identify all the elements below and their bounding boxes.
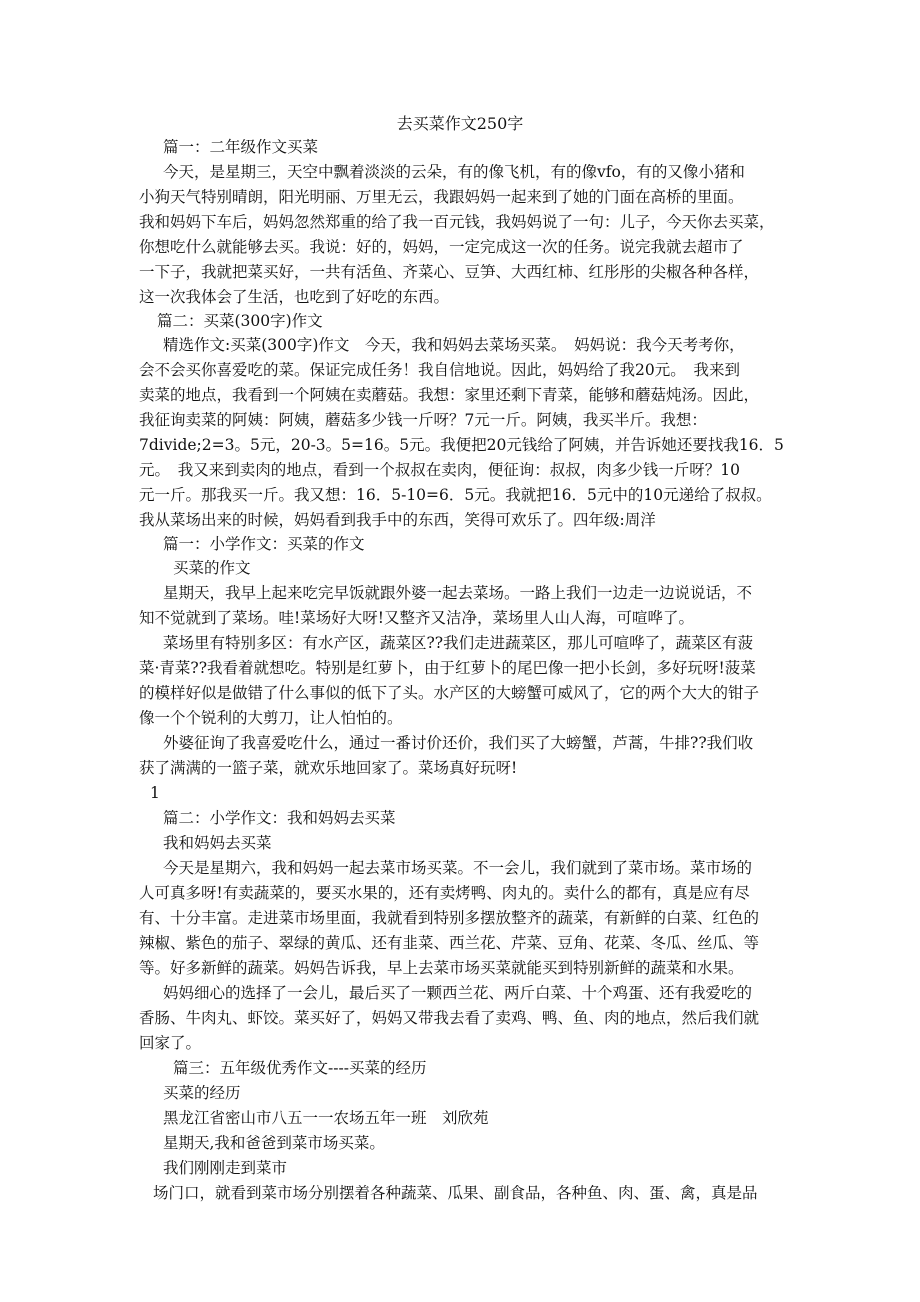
essay-subtitle: 买菜的作文 xyxy=(173,559,251,577)
paragraph-line: 精选作文:买菜(300字)作文 今天，我和妈妈去菜场买菜。 妈妈说：我今天考考你， xyxy=(163,336,745,354)
paragraph-line: 会不会买你喜爱吃的菜。保证完成任务！我自信地说。因此，妈妈给了我20元。 我来到 xyxy=(139,361,740,379)
paragraph-line: 我从菜场出来的时候，妈妈看到我手中的东西，笑得可欢乐了。四年级:周洋 xyxy=(139,511,656,529)
paragraph-line: 有、十分丰富。走进菜市场里面，我就看到特别多摆放整齐的蔬菜，有新鲜的白菜、红色的 xyxy=(139,909,760,927)
paragraph-line: 获了满满的一篮子菜，就欢乐地回家了。菜场真好玩呀! xyxy=(139,759,518,777)
paragraph-line: 你想吃什么就能够去买。我说：好的，妈妈，一定完成这一次的任务。说完我就去超市了 xyxy=(139,238,744,256)
document-title: 去买菜作文250字 xyxy=(396,114,524,133)
paragraph-line: 我征询卖菜的阿姨：阿姨，蘑菇多少钱一斤呀？7元一斤。阿姨，我买半斤。我想： xyxy=(139,411,707,429)
paragraph-line: 香肠、牛肉丸、虾饺。菜买好了，妈妈又带我去看了卖鸡、鸭、鱼、肉的地点，然后我们就 xyxy=(139,1009,760,1027)
paragraph-line: 回家了。 xyxy=(139,1034,202,1052)
section-heading: 篇一：小学作文：买菜的作文 xyxy=(163,535,365,553)
paragraph-line: 像一个个锐利的大剪刀，让人怕怕的。 xyxy=(139,709,403,727)
paragraph-line: 场门口，就看到菜市场分别摆着各种蔬菜、瓜果、副食品，各种鱼、肉、蛋、禽，真是品 xyxy=(153,1184,758,1202)
paragraph-line: 我和妈妈下车后，妈妈忽然郑重的给了我一百元钱，我妈妈说了一句：儿子，今天你去买菜， xyxy=(139,213,775,231)
section-heading: 篇二：小学作文：我和妈妈去买菜 xyxy=(163,809,396,827)
paragraph-line: 我们刚刚走到菜市 xyxy=(163,1159,288,1177)
paragraph-line: 今天，是星期三，天空中飘着淡淡的云朵，有的像飞机，有的像vfo，有的又像小猪和 xyxy=(163,163,745,181)
paragraph-line: 菜·青菜??我看着就想吃。特别是红萝卜，由于红萝卜的尾巴像一把小长剑，多好玩呀!菠菜 xyxy=(139,659,756,677)
paragraph-line: 一下子，我就把菜买好，一共有活鱼、齐菜心、豆笋、大西红柿、红彤彤的尖椒各种各样， xyxy=(139,263,760,281)
essay-subtitle: 我和妈妈去买菜 xyxy=(163,834,272,852)
paragraph-line: 菜场里有特别多区：有水产区，蔬菜区??我们走进蔬菜区，那儿可喧哗了，蔬菜区有菠 xyxy=(163,634,754,652)
page-number: 1 xyxy=(150,784,160,802)
paragraph-line: 等。好多新鲜的蔬菜。妈妈告诉我，早上去菜市场买菜就能买到特别新鲜的蔬菜和水果。 xyxy=(139,959,744,977)
paragraph-line: 知不觉就到了菜场。哇!菜场好大呀!又整齐又洁净，菜场里人山人海，可喧哗了。 xyxy=(139,609,694,627)
paragraph-line: 元。 我又来到卖肉的地点，看到一个叔叔在卖肉，便征询：叔叔，肉多少钱一斤呀？10 xyxy=(139,461,740,479)
section-heading: 篇一：二年级作文买菜 xyxy=(163,138,319,156)
author-line: 黑龙江省密山市八五一一农场五年一班 刘欣苑 xyxy=(163,1109,489,1127)
paragraph-line: 这一次我体会了生活，也吃到了好吃的东西。 xyxy=(139,288,450,306)
paragraph-line: 外婆征询了我喜爱吃什么，通过一番讨价还价，我们买了大螃蟹，芦蒿，牛排??我们收 xyxy=(163,734,754,752)
section-heading: 篇三：五年级优秀作文----买菜的经历 xyxy=(173,1059,427,1077)
paragraph-line: 妈妈细心的选择了一会儿，最后买了一颗西兰花、两斤白菜、十个鸡蛋、还有我爱吃的 xyxy=(163,984,753,1002)
paragraph-line: 元一斤。那我买一斤。我又想：16．5-10=6．5元。我就把16．5元中的10元递给了叔叔。 xyxy=(139,486,772,504)
paragraph-line: 小狗天气特别晴朗，阳光明丽、万里无云，我跟妈妈一起来到了她的门面在高桥的里面。 xyxy=(139,188,744,206)
paragraph-line: 星期天，我早上起来吃完早饭就跟外婆一起去菜场。一路上我们一边走一边说说话，不 xyxy=(163,584,753,602)
essay-subtitle: 买菜的经历 xyxy=(163,1084,241,1102)
paragraph-line: 今天是星期六，我和妈妈一起去菜市场买菜。不一会儿，我们就到了菜市场。菜市场的 xyxy=(163,859,753,877)
paragraph-line: 星期天,我和爸爸到菜市场买菜。 xyxy=(163,1134,385,1152)
paragraph-line: 的模样好似是做错了什么事似的低下了头。水产区的大螃蟹可威风了，它的两个大大的钳子 xyxy=(139,684,760,702)
paragraph-line: 7divide;2=3。5元，20-3。5=16。5元。我便把20元钱给了阿姨，并告诉她还要找我16．5 xyxy=(139,436,784,454)
paragraph-line: 辣椒、紫色的茄子、翠绿的黄瓜、还有韭菜、西兰花、芹菜、豆角、花菜、冬瓜、丝瓜、等 xyxy=(139,934,760,952)
paragraph-line: 卖菜的地点，我看到一个阿姨在卖蘑菇。我想：家里还剩下青菜，能够和蘑菇炖汤。因此， xyxy=(139,386,760,404)
paragraph-line: 人可真多呀!有卖蔬菜的，要买水果的，还有卖烤鸭、肉丸的。卖什么的都有，真是应有尽 xyxy=(139,884,750,902)
section-heading: 篇二：买菜(300字)作文 xyxy=(157,312,323,330)
